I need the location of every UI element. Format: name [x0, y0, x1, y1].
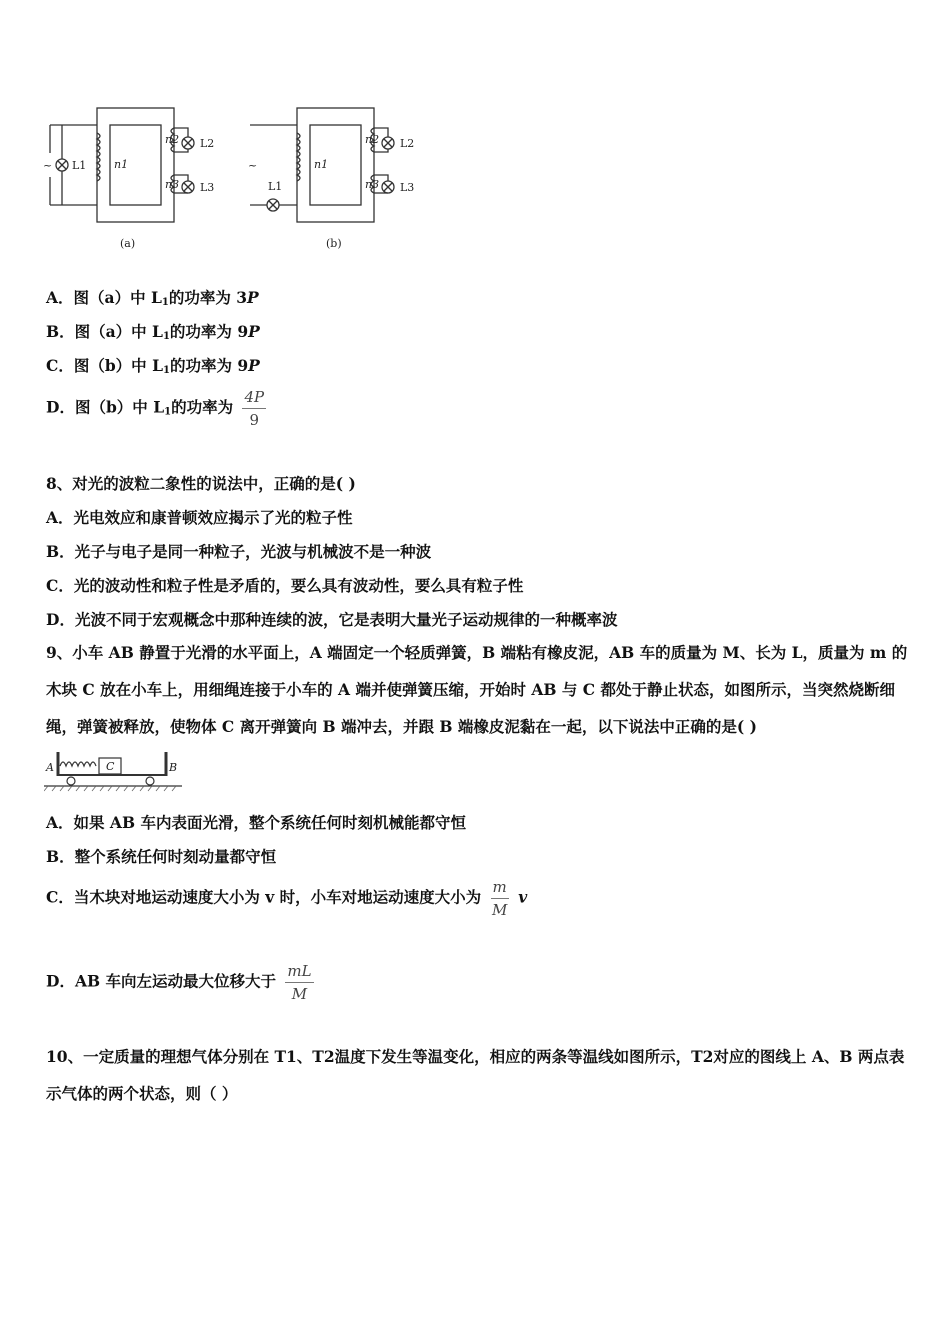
q9-option-a: A．如果 AB 车内表面光滑，整个系统任何时刻机械能都守恒: [46, 813, 466, 832]
fraction-m-over-M: $\frac{m}{M}$: [491, 878, 508, 919]
transformer-figures: [40, 95, 440, 265]
q9-stem: 9、小车 AB 静置于光滑的水平面上，A 端固定一个轻质弹簧，B 端粘有橡皮泥，AB 车的质量为 M、长为 L，质量为 m 的木块 C 放在小车上，用细绳连接于小车的 A 端并使弹簧压缩，开始时 AB 与 C 都处于静止状态，如图所示，当突然烧断细绳，弹簧被释放，使物体 C 离开弹簧向 B 端冲去，并跟 B 端橡皮泥黏在一起，以下说法中正确的是( ): [46, 643, 908, 736]
label-C: C: [106, 760, 115, 773]
label-n3-b: n3: [365, 178, 380, 191]
label-B: B: [169, 761, 178, 774]
label-L1-b: L1: [268, 180, 283, 193]
label-n1-a: n1: [114, 158, 129, 171]
fraction-mL-over-M: $\frac{mL}{M}$: [287, 962, 312, 1003]
q9-option-c: C．当木块对地运动速度大小为 v 时，小车对地运动速度大小为 $\frac{m}{M}$ v: [46, 878, 528, 919]
ac-source-a: ~: [43, 159, 53, 172]
q8-stem: 8、对光的波粒二象性的说法中，正确的是( ): [46, 474, 356, 493]
label-L3-b: L3: [400, 181, 415, 194]
q8-option-a: A．光电效应和康普顿效应揭示了光的粒子性: [46, 508, 353, 527]
spring-icon: [60, 762, 96, 766]
cart-figure: [44, 748, 184, 792]
wheel-right: [146, 777, 154, 785]
label-A: A: [46, 761, 54, 774]
fraction-4p-over-9: $\frac{4P}{9}$: [244, 388, 265, 429]
q9-option-d: D．AB 车向左运动最大位移大于 $\frac{mL}{M}$: [46, 962, 312, 1003]
q7-option-c: C．图（b）中 $L_1$的功率为 9P: [46, 356, 260, 376]
label-L1-a: L1: [72, 159, 87, 172]
q8-option-b: B．光子与电子是同一种粒子，光波与机械波不是一种波: [46, 542, 432, 561]
caption-b: (b): [326, 237, 342, 250]
q7-option-b: B．图（a）中 $L_1$的功率为 9P: [46, 322, 260, 342]
label-n1-b: n1: [314, 158, 329, 171]
label-n2-b: n2: [365, 133, 380, 146]
label-L2-a: L2: [200, 137, 215, 150]
label-L2-b: L2: [400, 137, 415, 150]
q7-option-a: A．图（a）中 $L_1$的功率为 3P: [46, 288, 259, 308]
wheel-left: [67, 777, 75, 785]
caption-a: (a): [120, 237, 136, 250]
q8-option-d: D．光波不同于宏观概念中那种连续的波，它是表明大量光子运动规律的一种概率波: [46, 610, 618, 629]
q7-option-d: D．图（b）中 $L_1$的功率为 $\frac{4P}{9}$: [46, 388, 265, 429]
label-n2-a: n2: [165, 133, 180, 146]
label-L3-a: L3: [200, 181, 215, 194]
q9-option-b: B．整个系统任何时刻动量都守恒: [46, 847, 277, 866]
q10-stem: 10、一定质量的理想气体分别在 T1、T2温度下发生等温变化，相应的两条等温线如图所示，T2对应的图线上 A、B 两点表示气体的两个状态，则（ ）: [46, 1047, 905, 1103]
ac-source-b: ~: [248, 159, 258, 172]
q8-option-c: C．光的波动性和粒子性是矛盾的，要么具有波动性，要么具有粒子性: [46, 576, 524, 595]
label-n3-a: n3: [165, 178, 180, 191]
